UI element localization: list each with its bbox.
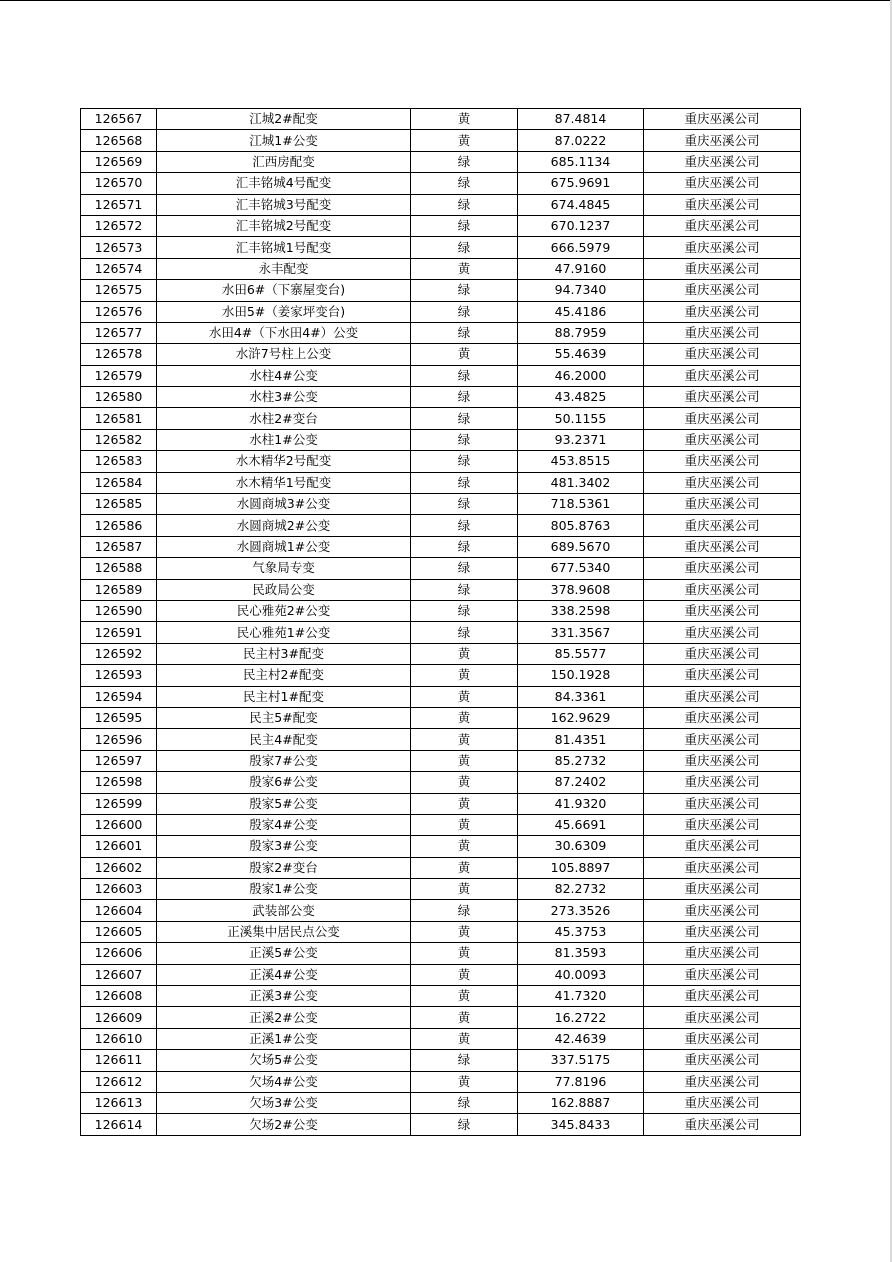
row-id-cell: 126580 [81,387,157,408]
status-cell: 绿 [411,494,518,515]
value-cell: 331.3567 [518,622,644,643]
table-row [81,921,801,942]
company-cell: 重庆巫溪公司 [644,451,801,472]
table-row [81,451,801,472]
company-cell: 重庆巫溪公司 [644,964,801,985]
transformer-name-cell: 汇西房配变 [157,151,411,172]
row-id-cell: 126591 [81,622,157,643]
company-cell: 重庆巫溪公司 [644,772,801,793]
table-row [81,986,801,1007]
company-cell: 重庆巫溪公司 [644,1050,801,1071]
row-id-cell: 126607 [81,964,157,985]
row-id-cell: 126606 [81,943,157,964]
table-row [81,879,801,900]
transformer-name-cell: 民主4#配变 [157,729,411,750]
company-cell: 重庆巫溪公司 [644,322,801,343]
table-row [81,793,801,814]
transformer-name-cell: 民心雅苑1#公变 [157,622,411,643]
company-cell: 重庆巫溪公司 [644,280,801,301]
company-cell: 重庆巫溪公司 [644,643,801,664]
row-id-cell: 126598 [81,772,157,793]
row-id-cell: 126609 [81,1007,157,1028]
company-cell: 重庆巫溪公司 [644,408,801,429]
transformer-name-cell: 殷家3#公变 [157,836,411,857]
value-cell: 81.3593 [518,943,644,964]
table-row [81,1028,801,1049]
status-cell: 绿 [411,322,518,343]
status-cell: 绿 [411,429,518,450]
table-row [81,1071,801,1092]
row-id-cell: 126573 [81,237,157,258]
row-id-cell: 126592 [81,643,157,664]
value-cell: 41.9320 [518,793,644,814]
transformer-name-cell: 水柱4#公变 [157,365,411,386]
status-cell: 绿 [411,151,518,172]
row-id-cell: 126604 [81,900,157,921]
row-id-cell: 126570 [81,173,157,194]
value-cell: 85.2732 [518,750,644,771]
value-cell: 87.2402 [518,772,644,793]
status-cell: 黄 [411,964,518,985]
row-id-cell: 126608 [81,986,157,1007]
table-row [81,194,801,215]
table-row [81,280,801,301]
transformer-name-cell: 正溪3#公变 [157,986,411,1007]
table-row [81,729,801,750]
value-cell: 481.3402 [518,472,644,493]
table-row [81,857,801,878]
table-row [81,387,801,408]
transformer-name-cell: 水田4#（下水田4#）公变 [157,322,411,343]
company-cell: 重庆巫溪公司 [644,750,801,771]
transformer-name-cell: 汇丰铭城1号配变 [157,237,411,258]
transformer-name-cell: 江城1#公变 [157,130,411,151]
transformer-name-cell: 殷家6#公变 [157,772,411,793]
value-cell: 273.3526 [518,900,644,921]
table-row [81,814,801,835]
transformer-name-cell: 殷家5#公变 [157,793,411,814]
status-cell: 黄 [411,921,518,942]
status-cell: 绿 [411,579,518,600]
status-cell: 绿 [411,515,518,536]
table-row [81,772,801,793]
page-top-rule [0,0,892,1]
status-cell: 绿 [411,215,518,236]
row-id-cell: 126569 [81,151,157,172]
table-row [81,750,801,771]
row-id-cell: 126594 [81,686,157,707]
row-id-cell: 126595 [81,707,157,728]
transformer-name-cell: 水柱1#公变 [157,429,411,450]
table-row [81,472,801,493]
table-row [81,707,801,728]
row-id-cell: 126603 [81,879,157,900]
value-cell: 30.6309 [518,836,644,857]
row-id-cell: 126567 [81,109,157,130]
row-id-cell: 126587 [81,536,157,557]
company-cell: 重庆巫溪公司 [644,943,801,964]
company-cell: 重庆巫溪公司 [644,173,801,194]
table-row [81,365,801,386]
table-row [81,558,801,579]
status-cell: 绿 [411,194,518,215]
value-cell: 150.1928 [518,665,644,686]
row-id-cell: 126574 [81,258,157,279]
transformer-name-cell: 欠场3#公变 [157,1092,411,1113]
value-cell: 84.3361 [518,686,644,707]
table-row [81,686,801,707]
table-row [81,1092,801,1113]
row-id-cell: 126610 [81,1028,157,1049]
table-row [81,643,801,664]
transformer-name-cell: 殷家4#公变 [157,814,411,835]
value-cell: 675.9691 [518,173,644,194]
value-cell: 42.4639 [518,1028,644,1049]
company-cell: 重庆巫溪公司 [644,365,801,386]
company-cell: 重庆巫溪公司 [644,836,801,857]
value-cell: 45.6691 [518,814,644,835]
transformer-name-cell: 正溪4#公变 [157,964,411,985]
value-cell: 338.2598 [518,600,644,621]
company-cell: 重庆巫溪公司 [644,729,801,750]
row-id-cell: 126597 [81,750,157,771]
status-cell: 黄 [411,344,518,365]
table-row [81,173,801,194]
transformer-name-cell: 汇丰铭城3号配变 [157,194,411,215]
value-cell: 453.8515 [518,451,644,472]
row-id-cell: 126577 [81,322,157,343]
status-cell: 黄 [411,943,518,964]
transformer-name-cell: 正溪集中居民点公变 [157,921,411,942]
transformer-name-cell: 民主5#配变 [157,707,411,728]
company-cell: 重庆巫溪公司 [644,301,801,322]
value-cell: 162.9629 [518,707,644,728]
value-cell: 43.4825 [518,387,644,408]
status-cell: 黄 [411,643,518,664]
table-row [81,344,801,365]
company-cell: 重庆巫溪公司 [644,515,801,536]
row-id-cell: 126611 [81,1050,157,1071]
table-row [81,600,801,621]
table-body [81,109,801,1136]
transformer-name-cell: 民政局公变 [157,579,411,600]
value-cell: 94.7340 [518,280,644,301]
row-id-cell: 126612 [81,1071,157,1092]
row-id-cell: 126586 [81,515,157,536]
company-cell: 重庆巫溪公司 [644,793,801,814]
transformer-name-cell: 水柱3#公变 [157,387,411,408]
status-cell: 绿 [411,622,518,643]
transformer-name-cell: 民心雅苑2#公变 [157,600,411,621]
transformer-name-cell: 水圆商城3#公变 [157,494,411,515]
value-cell: 689.5670 [518,536,644,557]
table-row [81,579,801,600]
company-cell: 重庆巫溪公司 [644,1071,801,1092]
table-row [81,536,801,557]
row-id-cell: 126593 [81,665,157,686]
transformer-name-cell: 民主村2#配变 [157,665,411,686]
transformer-name-cell: 水圆商城2#公变 [157,515,411,536]
status-cell: 黄 [411,707,518,728]
value-cell: 718.5361 [518,494,644,515]
company-cell: 重庆巫溪公司 [644,665,801,686]
value-cell: 345.8433 [518,1114,644,1135]
company-cell: 重庆巫溪公司 [644,109,801,130]
value-cell: 40.0093 [518,964,644,985]
company-cell: 重庆巫溪公司 [644,387,801,408]
value-cell: 47.9160 [518,258,644,279]
company-cell: 重庆巫溪公司 [644,151,801,172]
company-cell: 重庆巫溪公司 [644,536,801,557]
company-cell: 重庆巫溪公司 [644,814,801,835]
transformer-name-cell: 水圆商城1#公变 [157,536,411,557]
table-row [81,322,801,343]
value-cell: 16.2722 [518,1007,644,1028]
status-cell: 黄 [411,729,518,750]
transformer-name-cell: 水浒7号柱上公变 [157,344,411,365]
table-row [81,665,801,686]
value-cell: 45.4186 [518,301,644,322]
company-cell: 重庆巫溪公司 [644,258,801,279]
company-cell: 重庆巫溪公司 [644,707,801,728]
transformer-name-cell: 民主村1#配变 [157,686,411,707]
company-cell: 重庆巫溪公司 [644,1028,801,1049]
company-cell: 重庆巫溪公司 [644,130,801,151]
value-cell: 87.4814 [518,109,644,130]
status-cell: 黄 [411,686,518,707]
row-id-cell: 126588 [81,558,157,579]
table-row [81,1114,801,1135]
table-row [81,429,801,450]
company-cell: 重庆巫溪公司 [644,1092,801,1113]
company-cell: 重庆巫溪公司 [644,1114,801,1135]
row-id-cell: 126600 [81,814,157,835]
row-id-cell: 126589 [81,579,157,600]
value-cell: 93.2371 [518,429,644,450]
row-id-cell: 126576 [81,301,157,322]
transformer-name-cell: 正溪5#公变 [157,943,411,964]
status-cell: 绿 [411,1092,518,1113]
table-row [81,408,801,429]
table-row [81,109,801,130]
company-cell: 重庆巫溪公司 [644,986,801,1007]
row-id-cell: 126571 [81,194,157,215]
table-row [81,943,801,964]
status-cell: 黄 [411,1071,518,1092]
value-cell: 55.4639 [518,344,644,365]
company-cell: 重庆巫溪公司 [644,237,801,258]
transformer-name-cell: 汇丰铭城2号配变 [157,215,411,236]
row-id-cell: 126578 [81,344,157,365]
transformer-name-cell: 江城2#配变 [157,109,411,130]
company-cell: 重庆巫溪公司 [644,494,801,515]
row-id-cell: 126582 [81,429,157,450]
row-id-cell: 126585 [81,494,157,515]
status-cell: 绿 [411,1114,518,1135]
table-row [81,237,801,258]
transformer-name-cell: 气象局专变 [157,558,411,579]
status-cell: 绿 [411,536,518,557]
status-cell: 绿 [411,900,518,921]
row-id-cell: 126584 [81,472,157,493]
status-cell: 黄 [411,258,518,279]
value-cell: 105.8897 [518,857,644,878]
status-cell: 黄 [411,750,518,771]
transformer-name-cell: 水田6#（下寨屋变台) [157,280,411,301]
table-row [81,1050,801,1071]
company-cell: 重庆巫溪公司 [644,472,801,493]
value-cell: 685.1134 [518,151,644,172]
transformer-name-cell: 武装部公变 [157,900,411,921]
transformer-name-cell: 殷家2#变台 [157,857,411,878]
value-cell: 81.4351 [518,729,644,750]
table-row [81,900,801,921]
row-id-cell: 126568 [81,130,157,151]
row-id-cell: 126599 [81,793,157,814]
company-cell: 重庆巫溪公司 [644,194,801,215]
transformer-name-cell: 正溪1#公变 [157,1028,411,1049]
table-row [81,151,801,172]
status-cell: 绿 [411,173,518,194]
row-id-cell: 126596 [81,729,157,750]
row-id-cell: 126575 [81,280,157,301]
transformer-name-cell: 汇丰铭城4号配变 [157,173,411,194]
table-row [81,836,801,857]
status-cell: 黄 [411,665,518,686]
value-cell: 82.2732 [518,879,644,900]
status-cell: 绿 [411,301,518,322]
row-id-cell: 126601 [81,836,157,857]
status-cell: 黄 [411,1007,518,1028]
company-cell: 重庆巫溪公司 [644,921,801,942]
value-cell: 50.1155 [518,408,644,429]
status-cell: 绿 [411,408,518,429]
transformer-name-cell: 欠场2#公变 [157,1114,411,1135]
table-row [81,964,801,985]
value-cell: 670.1237 [518,215,644,236]
value-cell: 88.7959 [518,322,644,343]
company-cell: 重庆巫溪公司 [644,900,801,921]
table-row [81,1007,801,1028]
table-row [81,622,801,643]
status-cell: 绿 [411,365,518,386]
company-cell: 重庆巫溪公司 [644,429,801,450]
value-cell: 46.2000 [518,365,644,386]
company-cell: 重庆巫溪公司 [644,579,801,600]
transformer-name-cell: 水田5#（姜家坪变台) [157,301,411,322]
status-cell: 黄 [411,879,518,900]
transformer-name-cell: 欠场5#公变 [157,1050,411,1071]
value-cell: 677.5340 [518,558,644,579]
status-cell: 绿 [411,237,518,258]
transformer-name-cell: 水木精华2号配变 [157,451,411,472]
transformer-name-cell: 正溪2#公变 [157,1007,411,1028]
status-cell: 黄 [411,814,518,835]
company-cell: 重庆巫溪公司 [644,600,801,621]
value-cell: 674.4845 [518,194,644,215]
table-row [81,515,801,536]
company-cell: 重庆巫溪公司 [644,344,801,365]
row-id-cell: 126605 [81,921,157,942]
value-cell: 378.9608 [518,579,644,600]
status-cell: 黄 [411,836,518,857]
table-row [81,130,801,151]
company-cell: 重庆巫溪公司 [644,215,801,236]
value-cell: 666.5979 [518,237,644,258]
transformer-name-cell: 永丰配变 [157,258,411,279]
transformer-name-cell: 水柱2#变台 [157,408,411,429]
transformer-name-cell: 欠场4#公变 [157,1071,411,1092]
table-row [81,215,801,236]
table-row [81,494,801,515]
row-id-cell: 126572 [81,215,157,236]
value-cell: 162.8887 [518,1092,644,1113]
transformer-table [80,108,801,1136]
status-cell: 黄 [411,1028,518,1049]
row-id-cell: 126602 [81,857,157,878]
row-id-cell: 126579 [81,365,157,386]
company-cell: 重庆巫溪公司 [644,857,801,878]
status-cell: 绿 [411,1050,518,1071]
company-cell: 重庆巫溪公司 [644,879,801,900]
row-id-cell: 126613 [81,1092,157,1113]
company-cell: 重庆巫溪公司 [644,686,801,707]
company-cell: 重庆巫溪公司 [644,558,801,579]
value-cell: 77.8196 [518,1071,644,1092]
status-cell: 黄 [411,772,518,793]
value-cell: 45.3753 [518,921,644,942]
status-cell: 黄 [411,109,518,130]
row-id-cell: 126581 [81,408,157,429]
value-cell: 41.7320 [518,986,644,1007]
value-cell: 805.8763 [518,515,644,536]
status-cell: 绿 [411,387,518,408]
status-cell: 绿 [411,558,518,579]
table-row [81,301,801,322]
transformer-name-cell: 殷家1#公变 [157,879,411,900]
row-id-cell: 126583 [81,451,157,472]
value-cell: 87.0222 [518,130,644,151]
status-cell: 黄 [411,857,518,878]
transformer-name-cell: 水木精华1号配变 [157,472,411,493]
row-id-cell: 126614 [81,1114,157,1135]
status-cell: 绿 [411,280,518,301]
company-cell: 重庆巫溪公司 [644,622,801,643]
value-cell: 337.5175 [518,1050,644,1071]
status-cell: 绿 [411,472,518,493]
transformer-name-cell: 民主村3#配变 [157,643,411,664]
status-cell: 黄 [411,986,518,1007]
table-row [81,258,801,279]
company-cell: 重庆巫溪公司 [644,1007,801,1028]
status-cell: 黄 [411,130,518,151]
row-id-cell: 126590 [81,600,157,621]
status-cell: 黄 [411,793,518,814]
value-cell: 85.5577 [518,643,644,664]
status-cell: 绿 [411,451,518,472]
transformer-name-cell: 殷家7#公变 [157,750,411,771]
status-cell: 绿 [411,600,518,621]
